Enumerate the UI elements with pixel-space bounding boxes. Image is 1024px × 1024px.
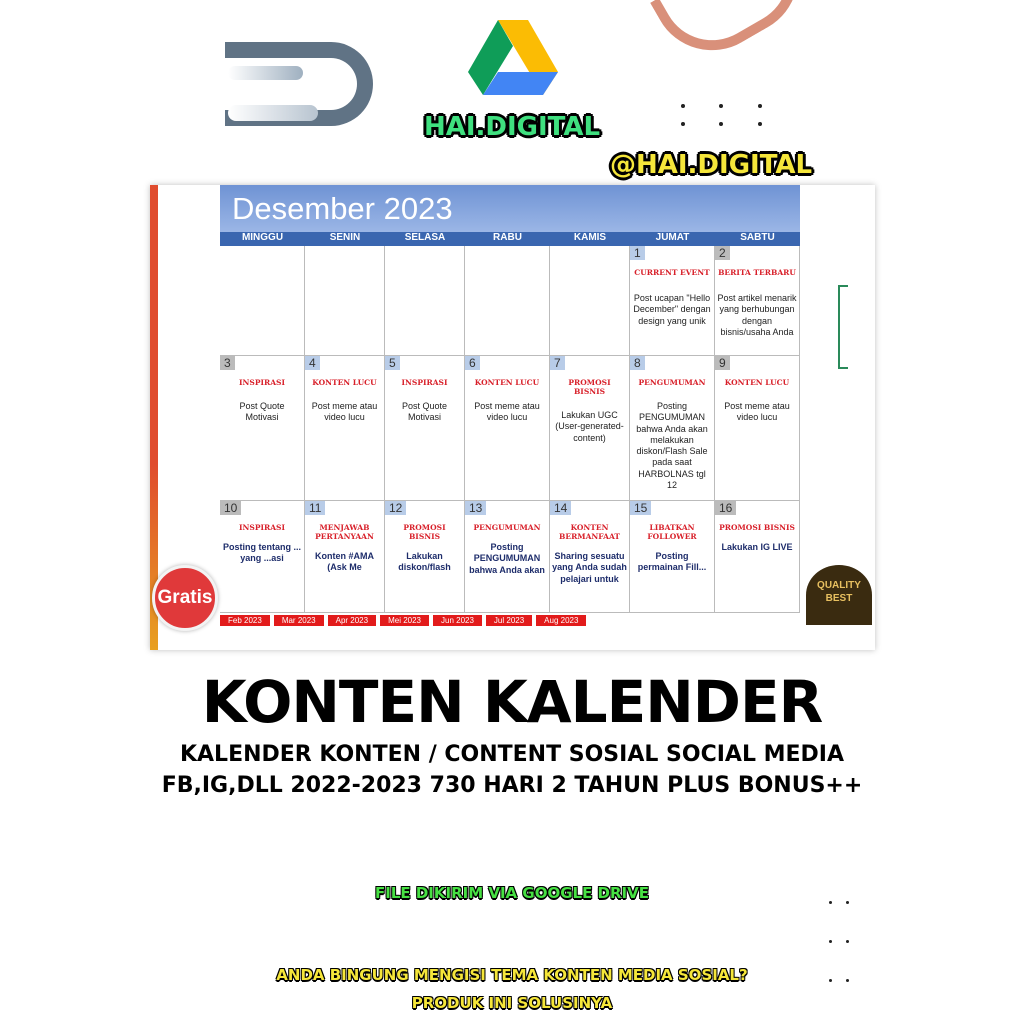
day-category: INSPIRASI xyxy=(239,378,285,387)
weekday-sabtu: SABTU xyxy=(740,232,775,243)
sheet-tab[interactable]: Feb 2023 xyxy=(220,615,270,626)
sheet-tab[interactable]: Jun 2023 xyxy=(433,615,482,626)
day-category: PENGUMUMAN xyxy=(473,523,541,532)
day-category: PROMOSI BISNIS xyxy=(403,523,446,541)
day-category: KONTEN BERMANFAAT xyxy=(559,523,620,541)
day-content: Konten #AMA (Ask Me xyxy=(315,551,374,573)
day-content: Post ucapan "Hello December" dengan design yang unik xyxy=(633,293,711,326)
calendar-day-cell xyxy=(550,246,630,355)
day-content: Post Quote Motivasi xyxy=(401,401,448,423)
calendar-day-cell xyxy=(550,356,630,500)
dot xyxy=(846,979,849,982)
calendar-day-cell xyxy=(385,356,465,500)
dot xyxy=(829,979,832,982)
day-category: CURRENT EVENT xyxy=(634,268,710,277)
day-content: Lakukan diskon/flash xyxy=(398,551,451,573)
calendar-day-cell xyxy=(385,501,465,612)
subtitle-line-2: FB,IG,DLL 2022-2023 730 HARI 2 TAHUN PLUS BONUS++ xyxy=(161,773,863,798)
day-category: KONTEN LUCU xyxy=(312,378,377,387)
brand-logo-text: HAI.DIGITAL xyxy=(423,112,601,142)
google-drive-logo-icon xyxy=(468,20,558,95)
calendar-title: Desember 2023 xyxy=(220,185,800,232)
day-number: 5 xyxy=(385,356,400,370)
calendar-day-cell xyxy=(305,356,385,500)
solution-text: PRODUK INI SOLUSINYA xyxy=(411,994,613,1012)
day-number: 13 xyxy=(465,501,486,515)
day-number: 9 xyxy=(715,356,730,370)
calendar-day-cell xyxy=(220,501,305,612)
calendar-day-cell xyxy=(220,246,305,355)
day-content: Lakukan UGC (User-generated-content) xyxy=(555,410,624,443)
weekday-header xyxy=(220,232,800,246)
weekday-kamis: KAMIS xyxy=(573,232,607,243)
dot xyxy=(846,901,849,904)
calendar-day-cell xyxy=(220,356,305,500)
day-content: Posting permainan Fill... xyxy=(637,551,707,573)
quality-seal: QUALITY BEST xyxy=(806,565,872,625)
dot xyxy=(846,940,849,943)
day-category: KONTEN LUCU xyxy=(724,378,790,387)
day-content: Lakukan IG LIVE xyxy=(721,542,793,552)
sheet-tab[interactable]: Aug 2023 xyxy=(536,615,586,626)
calendar-day-cell xyxy=(550,501,630,612)
day-content: Posting tentang ... yang ...asi xyxy=(223,542,301,564)
subtitle-line-1: KALENDER KONTEN / CONTENT SOSIAL SOCIAL MEDIA xyxy=(179,742,845,767)
dot xyxy=(758,122,762,126)
day-category: PROMOSI BISNIS xyxy=(719,523,795,532)
calendar-day-cell xyxy=(465,501,550,612)
day-number: 4 xyxy=(305,356,320,370)
weekday-senin: SENIN xyxy=(329,232,361,243)
weekday-jumat: JUMAT xyxy=(655,232,690,243)
dot xyxy=(719,104,723,108)
day-number: 6 xyxy=(465,356,480,370)
calendar-day-cell xyxy=(715,501,800,612)
day-category: INSPIRASI xyxy=(239,523,285,532)
paperclip-decoration-icon xyxy=(650,0,820,72)
gratis-badge: Gratis xyxy=(152,565,218,631)
dot xyxy=(829,940,832,943)
dot xyxy=(758,104,762,108)
day-category: MENJAWAB PERTANYAAN xyxy=(315,523,374,541)
headline: KONTEN KALENDER xyxy=(201,668,823,736)
delivery-note: FILE DIKIRIM VIA GOOGLE DRIVE xyxy=(375,884,649,902)
calendar-grid xyxy=(220,246,800,613)
dot xyxy=(829,901,832,904)
calendar-day-cell xyxy=(715,356,800,500)
sheet-tab[interactable]: Mar 2023 xyxy=(274,615,324,626)
day-content: Posting PENGUMUMAN bahwa Anda akan xyxy=(469,542,545,575)
calendar-day-cell xyxy=(630,246,715,355)
calendar-week-row xyxy=(220,501,800,613)
dot xyxy=(719,122,723,126)
calendar-day-cell xyxy=(305,501,385,612)
day-number: 15 xyxy=(630,501,651,515)
sheet-tabs xyxy=(220,615,800,626)
day-number: 3 xyxy=(220,356,235,370)
day-number: 2 xyxy=(715,246,730,260)
day-category: PROMOSI BISNIS xyxy=(568,378,611,396)
decorative-bar xyxy=(228,66,303,80)
day-number: 11 xyxy=(305,501,325,515)
day-number: 7 xyxy=(550,356,565,370)
day-category: PENGUMUMAN xyxy=(638,378,706,387)
day-number: 10 xyxy=(220,501,241,515)
day-category: LIBATKAN FOLLOWER xyxy=(647,523,697,541)
day-content: Posting PENGUMUMAN bahwa Anda akan melakukan diskon/Flash Sale pada saat HARBOLNAS tgl 12 xyxy=(636,401,708,490)
day-number: 14 xyxy=(550,501,571,515)
day-content: Post meme atau video lucu xyxy=(474,401,540,423)
day-content: Post Quote Motivasi xyxy=(239,401,285,423)
calendar-screenshot xyxy=(150,185,875,650)
weekday-minggu: MINGGU xyxy=(241,232,284,243)
sheet-tab[interactable]: Apr 2023 xyxy=(328,615,376,626)
dot xyxy=(681,122,685,126)
handle-text: @HAI.DIGITAL xyxy=(610,150,813,180)
day-content: Post meme atau video lucu xyxy=(724,401,790,423)
green-bracket xyxy=(838,285,848,369)
day-content: Sharing sesuatu yang Anda sudah pelajari untuk xyxy=(552,551,627,584)
calendar-day-cell xyxy=(465,246,550,355)
day-content: Post artikel menarik yang berhubungan dengan bisnis/usaha Anda xyxy=(717,293,797,337)
calendar-week-row xyxy=(220,356,800,501)
day-category: INSPIRASI xyxy=(401,378,448,387)
weekday-rabu: RABU xyxy=(493,232,522,243)
day-number: 12 xyxy=(385,501,406,515)
day-number: 1 xyxy=(630,246,645,260)
day-content: Post meme atau video lucu xyxy=(311,401,378,423)
calendar-day-cell xyxy=(385,246,465,355)
day-category: KONTEN LUCU xyxy=(474,378,540,387)
calendar-day-cell xyxy=(305,246,385,355)
weekday-selasa: SELASA xyxy=(404,232,446,243)
sheet-tab[interactable]: Mei 2023 xyxy=(380,615,429,626)
calendar-day-cell xyxy=(465,356,550,500)
sheet-tab[interactable]: Jul 2023 xyxy=(486,615,532,626)
day-number: 16 xyxy=(715,501,736,515)
day-category: BERITA TERBARU xyxy=(718,268,796,277)
dot xyxy=(681,104,685,108)
day-number: 8 xyxy=(630,356,645,370)
calendar-day-cell xyxy=(630,356,715,500)
calendar-day-cell xyxy=(715,246,800,355)
calendar-body xyxy=(220,246,800,626)
question-text: ANDA BINGUNG MENGISI TEMA KONTEN MEDIA SOSIAL? xyxy=(276,966,748,984)
calendar-week-row xyxy=(220,246,800,356)
calendar-day-cell xyxy=(630,501,715,612)
